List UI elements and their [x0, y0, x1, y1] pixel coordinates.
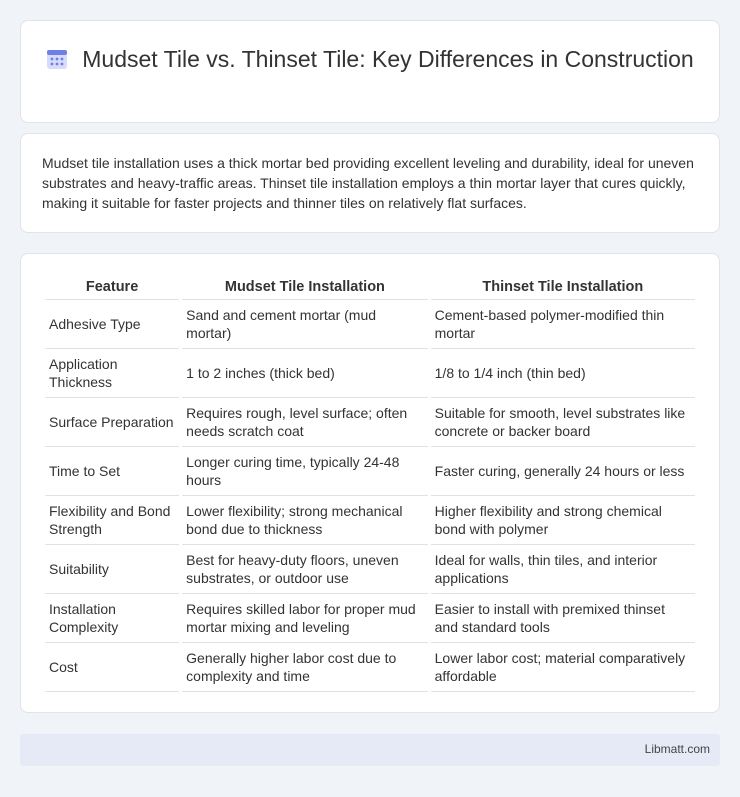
feature-cell: Adhesive Type	[45, 300, 179, 349]
feature-cell: Installation Complexity	[45, 594, 179, 643]
mudset-cell: Best for heavy-duty floors, uneven substrates, or outdoor use	[182, 545, 427, 594]
footer-bar	[20, 734, 720, 766]
description-text: Mudset tile installation uses a thick mortar bed providing excellent leveling and durability, ideal for uneven substrates and heavy-traffic areas. Thinset tile installation employs a thin mortar layer that cures quickly, making it suitable for faster projects and thinner tiles on relatively flat surfaces.	[42, 155, 694, 211]
thinset-cell: Faster curing, generally 24 hours or less	[431, 447, 695, 496]
header-feature: Feature	[45, 274, 179, 300]
thinset-cell: Cement-based polymer-modified thin mortar	[431, 300, 695, 349]
calendar-grid-icon	[46, 47, 68, 69]
table-row	[45, 300, 695, 349]
mudset-cell: Lower flexibility; strong mechanical bond due to thickness	[182, 496, 427, 545]
page-title: Mudset Tile vs. Thinset Tile: Key Differences in Construction	[82, 46, 694, 72]
description-card	[20, 133, 720, 233]
mudset-cell: Sand and cement mortar (mud mortar)	[182, 300, 427, 349]
feature-cell: Time to Set	[45, 447, 179, 496]
feature-cell: Surface Preparation	[45, 398, 179, 447]
table-row	[45, 594, 695, 643]
mudset-cell: Requires skilled labor for proper mud mortar mixing and leveling	[182, 594, 427, 643]
thinset-cell: Higher flexibility and strong chemical bond with polymer	[431, 496, 695, 545]
comparison-table	[42, 274, 698, 692]
header-thinset: Thinset Tile Installation	[431, 274, 695, 300]
page-title-block	[21, 44, 719, 74]
table-row	[45, 643, 695, 692]
comparison-table-card	[20, 253, 720, 713]
mudset-cell: Longer curing time, typically 24-48 hours	[182, 447, 427, 496]
table-row	[45, 398, 695, 447]
thinset-cell: Suitable for smooth, level substrates like concrete or backer board	[431, 398, 695, 447]
table-row	[45, 447, 695, 496]
thinset-cell: Lower labor cost; material comparatively affordable	[431, 643, 695, 692]
mudset-cell: 1 to 2 inches (thick bed)	[182, 349, 427, 398]
feature-cell: Flexibility and Bond Strength	[45, 496, 179, 545]
thinset-cell: Ideal for walls, thin tiles, and interior applications	[431, 545, 695, 594]
table-row	[45, 496, 695, 545]
table-header-row	[45, 274, 695, 300]
mudset-cell: Requires rough, level surface; often needs scratch coat	[182, 398, 427, 447]
footer-brand-link[interactable]: Libmatt.com	[644, 742, 710, 756]
table-row	[45, 545, 695, 594]
feature-cell: Application Thickness	[45, 349, 179, 398]
header-mudset: Mudset Tile Installation	[182, 274, 427, 300]
thinset-cell: Easier to install with premixed thinset and standard tools	[431, 594, 695, 643]
feature-cell: Cost	[45, 643, 179, 692]
title-card	[20, 20, 720, 123]
thinset-cell: 1/8 to 1/4 inch (thin bed)	[431, 349, 695, 398]
mudset-cell: Generally higher labor cost due to complexity and time	[182, 643, 427, 692]
table-row	[45, 349, 695, 398]
feature-cell: Suitability	[45, 545, 179, 594]
